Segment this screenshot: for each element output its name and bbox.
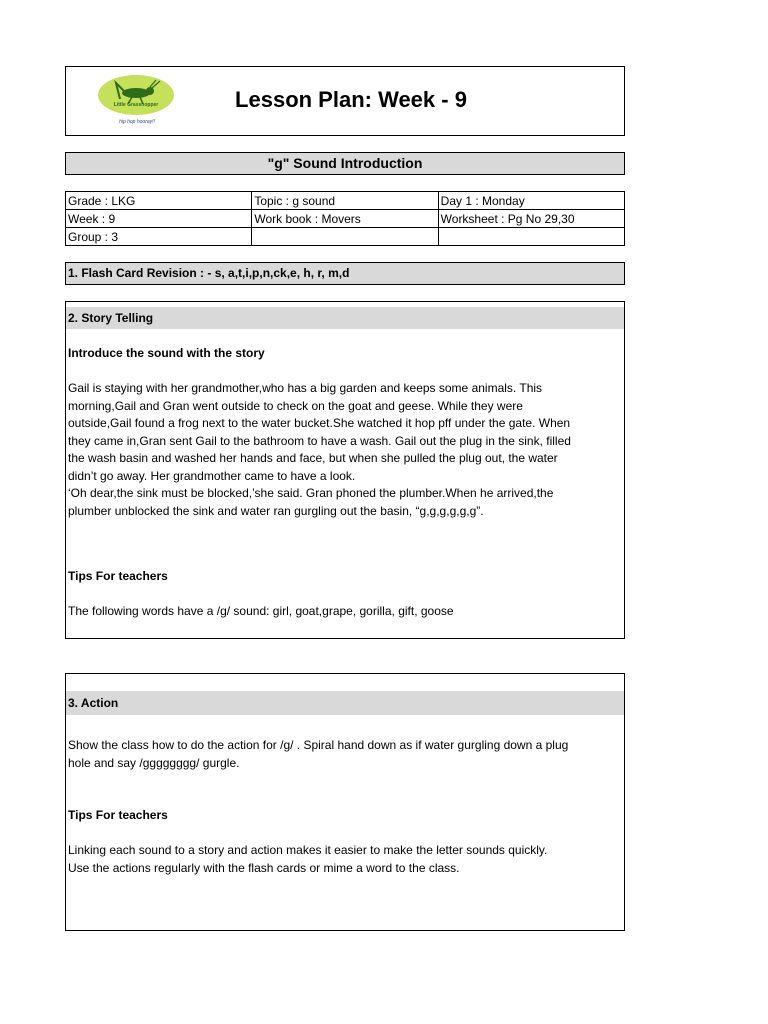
story-line: they came in,Gran sent Gail to the bathroom to have a wash. Gail out the plug in the sink, filled (68, 433, 571, 448)
action-tip-line: Linking each sound to a story and action makes it easier to make the letter sounds quickly. (68, 843, 548, 857)
logo-brand: Little Grasshopper (113, 102, 159, 108)
logo-tagline: hip hop hooray!! (119, 119, 155, 125)
action-heading: 3. Action (66, 691, 624, 715)
story-tips-text: The following words have a /g/ sound: girl, goat,grape, gorilla, gift, goose (68, 604, 454, 618)
story-tips-heading: Tips For teachers (68, 569, 168, 583)
action-line: Show the class how to do the action for /g/ . Spiral hand down as if water gurgling down a plug (68, 738, 569, 752)
empty-cell (438, 228, 624, 246)
action-tips-text (68, 842, 620, 877)
flash-card-revision: 1. Flash Card Revision : - s, a,t,i,p,n,ck,e, h, r, m,d (65, 262, 625, 285)
story-line: ‘Oh dear,the sink must be blocked,’she said. Gran phoned the plumber.When he arrived,the (68, 486, 554, 500)
page-title: Lesson Plan: Week - 9 (235, 87, 467, 112)
story-line: outside,Gail found a frog next to the water bucket.She watched it hop pff under the gate. When (68, 416, 571, 430)
day-cell: Day 1 : Monday (438, 192, 624, 210)
group-cell: Group : 3 (66, 228, 252, 246)
action-line: hole and say /gggggggg/ gurgle. (68, 755, 240, 770)
lesson-subtitle: "g" Sound Introduction (65, 152, 625, 175)
story-line: the wash basin and washed her hands and face, but when she pulled the plug out, the water (68, 451, 558, 465)
lesson-info-table (65, 191, 625, 246)
action-section (65, 673, 625, 931)
story-line: morning,Gail and Gran went outside to check on the goat and geese. While they were (68, 398, 523, 413)
week-cell: Week : 9 (66, 210, 252, 228)
story-heading: 2. Story Telling (66, 307, 624, 329)
action-tips-heading: Tips For teachers (68, 808, 168, 822)
header-box (65, 66, 625, 136)
info-row (66, 210, 625, 228)
action-tip-line: Use the actions regularly with the flash cards or mime a word to the class. (68, 860, 460, 875)
story-line: didn’t go away. Her grandmother came to have a look. (68, 468, 356, 483)
action-text (68, 737, 620, 772)
worksheet-cell: Worksheet : Pg No 29,30 (438, 210, 624, 228)
empty-cell (252, 228, 438, 246)
topic-cell: Topic : g sound (252, 192, 438, 210)
story-line: Gail is staying with her grandmother,who has a big garden and keeps some animals. This (68, 381, 543, 395)
info-row (66, 192, 625, 210)
grade-cell: Grade : LKG (66, 192, 252, 210)
story-text (68, 380, 620, 520)
story-intro: Introduce the sound with the story (68, 346, 265, 360)
story-telling-section (65, 301, 625, 639)
info-row (66, 228, 625, 246)
story-line: plumber unblocked the sink and water ran gurgling out the basin, “g,g,g,g,g,g”. (68, 503, 484, 518)
workbook-cell: Work book : Movers (252, 210, 438, 228)
